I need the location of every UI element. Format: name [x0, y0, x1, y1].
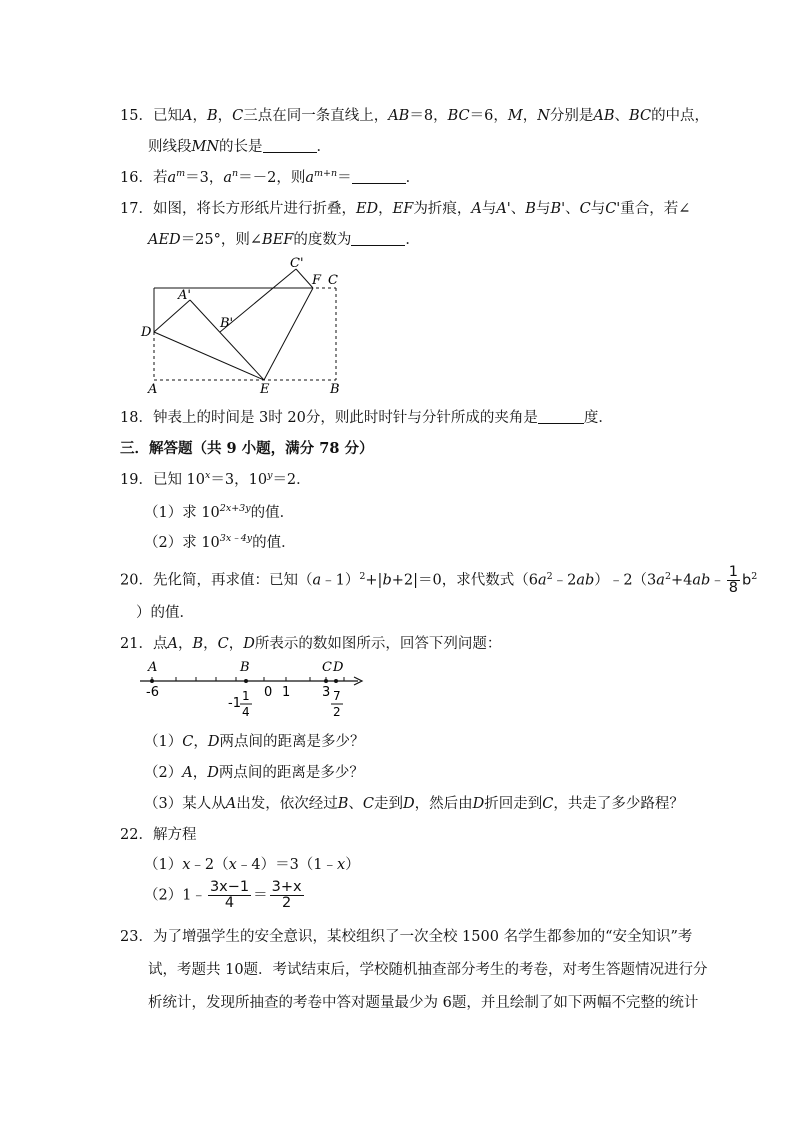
crease-ED	[154, 332, 264, 380]
label-C: C	[328, 273, 338, 288]
point-label-D: D	[333, 660, 344, 675]
answer-blank	[538, 408, 584, 424]
value-A: -6	[146, 685, 159, 700]
label-D: D	[141, 325, 152, 340]
segment-C1F	[296, 269, 313, 288]
question-22-part-1: （1）x﹣2（x﹣4）＝3（1﹣x）	[144, 857, 360, 873]
question-21-part-2: （2）A，D两点间的距离是多少？	[144, 765, 364, 781]
question-15-line-2: 则线段MN的长是 ．	[148, 139, 332, 155]
section-title: 三．解答题（共 9 小题，满分 78 分）	[120, 440, 374, 457]
point-label-C: C	[322, 660, 332, 675]
value-D-denominator: 2	[333, 705, 341, 719]
question-19-part-2: （2）求 $10^{3x﹣4y}$的值．	[144, 533, 296, 551]
question-22-part-2: （2）1﹣ $\frac{3x-1}{4}$ ＝ $\frac{3+x}{2}$	[144, 879, 302, 911]
fraction-left: $\frac{3x-1}{4}$	[209, 879, 250, 911]
question-22-stem: 22．解方程	[120, 827, 197, 843]
label-F: F	[312, 273, 322, 288]
question-17-line-2: AED＝25°，则∠BEF的度数为 ．	[148, 232, 420, 248]
question-16: 16．若$a^m=3$，$a^n=-2$，则$a^{m+n}=$ ．	[120, 168, 421, 186]
point-A	[150, 679, 154, 683]
question-21-part-3: （3）某人从A出发，依次经过B、C走到D，然后由D折回走到C，共走了多少路程？	[144, 796, 684, 812]
answer-blank	[352, 168, 406, 184]
question-19-part-1: （1）求 $10^{2x+3y}$的值．	[144, 503, 295, 521]
value-zero: 0	[264, 685, 273, 700]
point-B	[244, 679, 248, 683]
value-B-denominator: 4	[242, 705, 250, 719]
question-20-line-2: ）的值．	[136, 605, 194, 621]
label-A: A	[148, 382, 158, 394]
value-D-numerator: 7	[333, 689, 341, 703]
fraction-right: $\frac{3+x}{2}$	[271, 879, 302, 911]
fraction-one-eighth: $\frac{1}{8}$	[728, 564, 739, 596]
crease-EF	[264, 288, 313, 380]
answer-blank	[351, 230, 405, 246]
value-B-numerator: 1	[242, 689, 250, 703]
question-23-line-2: 试，考题共 10题．考试结束后，学校随机抽查部分考生的考卷，对考生答题情况进行分	[148, 962, 708, 978]
label-B: B	[330, 382, 340, 394]
question-17-line-1: 17．如图，将长方形纸片进行折叠，ED，EF为折痕，A与A'、B与B'、C与C'重合，若∠	[120, 201, 691, 217]
value-one: 1	[282, 685, 291, 700]
point-C	[324, 679, 328, 683]
question-15-line-1: 15．已知A，B，C三点在同一条直线上，AB＝8，BC＝6，M，N分别是AB、BC的中点，	[120, 108, 710, 124]
answer-blank	[263, 137, 317, 153]
point-label-A: A	[148, 660, 158, 675]
question-19-stem: 19．已知 $10^x=3$，$10^y=2$．	[120, 470, 311, 488]
label-C-prime: C'	[290, 256, 304, 271]
question-20-line-1: 20．先化简，再求值：已知（a﹣1）$^2$+|b+2|＝0，求代数式$(6a^2﹣2ab)﹣2(3a^2+4ab﹣$ $\frac{1}{8}$ $b^2$	[120, 564, 758, 596]
question-23-line-1: 23．为了增强学生的安全意识，某校组织了一次全校 1500 名学生都参加的“安全知识”考	[120, 929, 693, 945]
segment-A1E	[190, 300, 264, 380]
point-D	[334, 679, 338, 683]
label-B-prime: B'	[220, 316, 234, 331]
question-21-stem: 21．点A，B，C，D所表示的数如图所示，回答下列问题：	[120, 636, 502, 652]
point-label-B: B	[240, 660, 250, 675]
value-C: 3	[322, 685, 331, 700]
question-21-part-1: （1）C，D两点间的距离是多少？	[144, 734, 365, 750]
value-B-whole: -1	[228, 696, 241, 711]
question-23-line-3: 析统计，发现所抽查的考卷中答对题量最少为 6题，并且绘制了如下两幅不完整的统计	[148, 995, 699, 1011]
number-line-figure	[136, 656, 372, 720]
label-E: E	[260, 382, 270, 394]
question-18: 18．钟表上的时间是 3时 20分，则此时时针与分针所成的夹角是 度．	[120, 410, 613, 426]
label-A-prime: A'	[178, 288, 191, 303]
folded-rectangle-figure	[138, 254, 358, 394]
segment-DA1	[154, 300, 190, 332]
